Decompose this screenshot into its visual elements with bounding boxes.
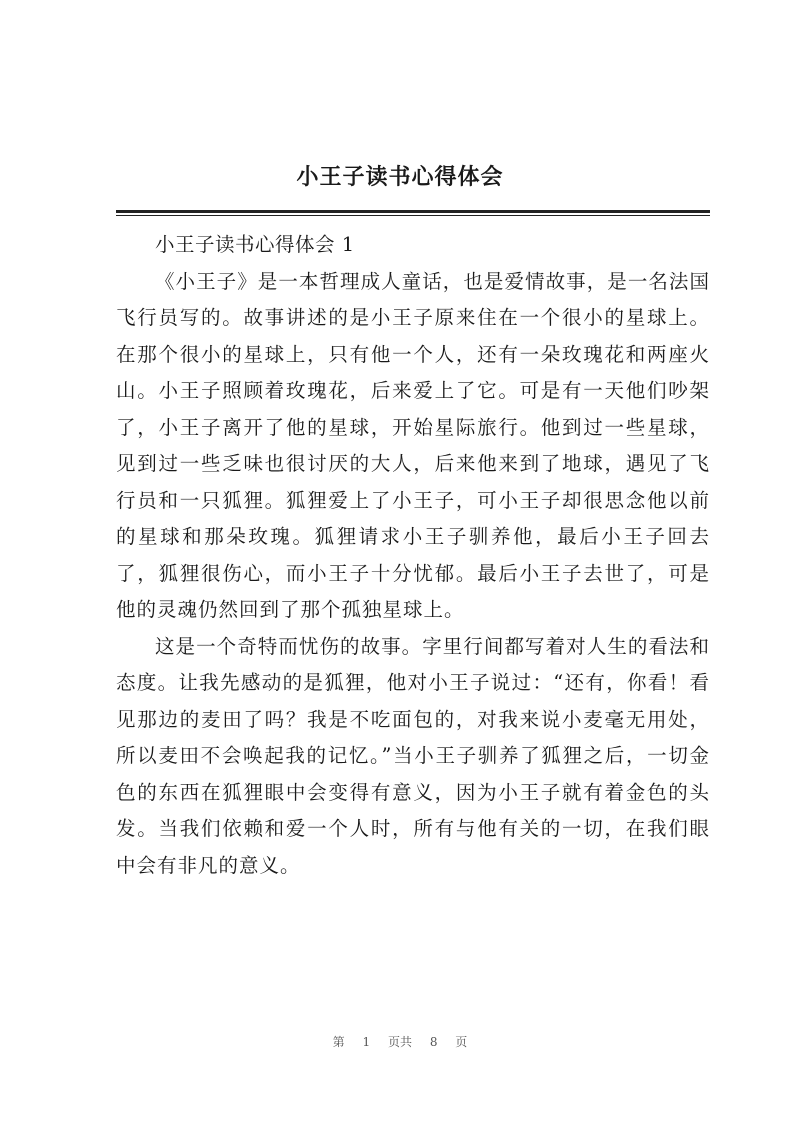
title-divider-thick [116,210,710,213]
paragraph-2: 这是一个奇特而忧伤的故事。字里行间都写着对人生的看法和态度。让我先感动的是狐狸，他对小王子说过：“还有，你看！看见那边的麦田了吗？我是不吃面包的，对我来说小麦毫无用处，所以麦田不会唤起我的记忆。”当小王子驯养了狐狸之后，一切金色的东西在狐狸眼中会变得有意义，因为小王子就有着金色的头发。当我们依赖和爱一个人时，所有与他有关的一切，在我们眼中会有非凡的意义。 [116,634,710,877]
document-body [116,227,710,884]
footer-middle: 页共 [387,1035,412,1049]
footer-total-pages: 8 [429,1035,438,1049]
paragraph-1: 《小王子》是一本哲理成人童话，也是爱情故事，是一名法国飞行员写的。故事讲述的是小王子原来住在一个很小的星球上。在那个很小的星球上，只有他一个人，还有一朵玫瑰花和两座火山。小王子照顾着玫瑰花，后来爱上了它。可是有一天他们吵架了，小王子离开了他的星球，开始星际旅行。他到过一些星球，见到过一些乏味也很讨厌的大人，后来他来到了地球，遇见了飞行员和一只狐狸。狐狸爱上了小王子，可小王子却很思念他以前的星球和那朵玫瑰。狐狸请求小王子驯养他，最后小王子回去了，狐狸很伤心，而小王子十分忧郁。最后小王子去世了，可是他的灵魂仍然回到了那个孤独星球上。 [116,269,710,621]
footer-current-page: 1 [362,1035,371,1049]
section-heading: 小王子读书心得体会 1 [155,233,355,256]
footer-prefix: 第 [332,1035,345,1049]
document-title: 小王子读书心得体会 [296,164,504,190]
title-divider-thin [116,215,710,216]
page-footer [0,1033,800,1050]
footer-suffix: 页 [455,1035,468,1049]
